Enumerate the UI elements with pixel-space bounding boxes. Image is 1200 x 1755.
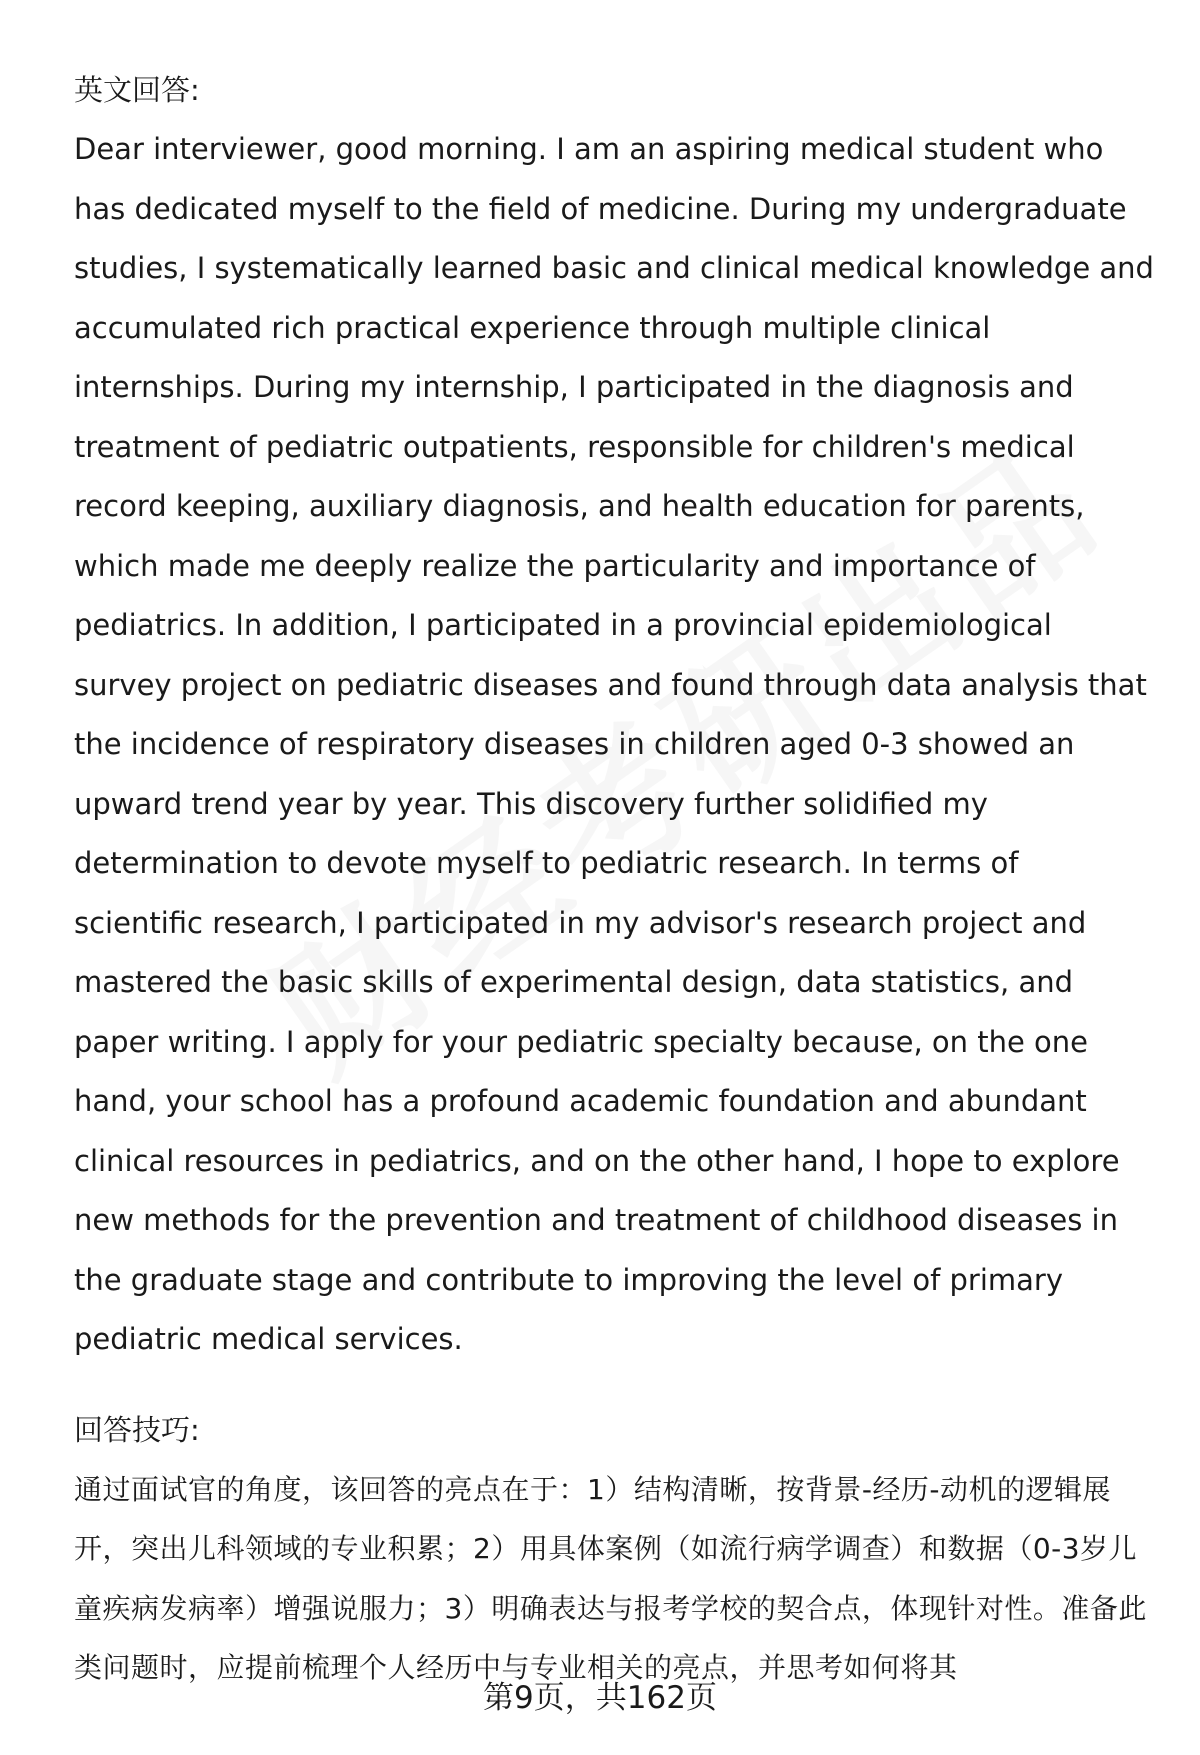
english-answer-paragraph: Dear interviewer, good morning. I am an aspiring medical student who has dedicated myself to the field of medicine. During my undergraduate studies, I systematically learned basic and clinical medical knowledge and accumulated rich practical experience through multiple clinical internships. During my internship, I participated in the diagnosis and treatment of pediatric outpatients, responsible for children's medical record keeping, auxiliary diagnosis, and health education for parents, which made me deeply realize the particularity and importance of pediatrics. In addition, I participated in a provincial epidemiological survey project on pediatric diseases and found through data analysis that the incidence of respiratory diseases in children aged 0-3 showed an upward trend year by year. This discovery further solidified my determination to devote myself to pediatric research. In terms of scientific research, I participated in my advisor's research project and mastered the basic skills of experimental design, data statistics, and paper writing. I apply for your pediatric specialty because, on the one hand, your school has a profound academic foundation and abundant clinical resources in pediatrics, and on the other hand, I hope to explore new methods for the prevention and treatment of childhood diseases in the graduate stage and contribute to improving the level of primary pediatric medical services. — [74, 132, 1154, 1356]
answer-tips-paragraph: 通过面试官的角度，该回答的亮点在于：1）结构清晰，按背景-经历-动机的逻辑展开，突出儿科领域的专业积累；2）用具体案例（如流行病学调查）和数据（0-3岁儿童疾病发病率）增强说服力；3）明确表达与报考学校的契合点，体现针对性。准备此类问题时，应提前梳理个人经历中与专业相关的亮点，并思考如何将其 — [74, 1472, 1147, 1684]
answer-tips-heading: 回答技巧: — [74, 1412, 200, 1447]
page-footer: 第9页，共162页 — [483, 1680, 717, 1716]
document-page — [74, 60, 1154, 1698]
english-answer-heading: 英文回答: — [74, 73, 200, 107]
